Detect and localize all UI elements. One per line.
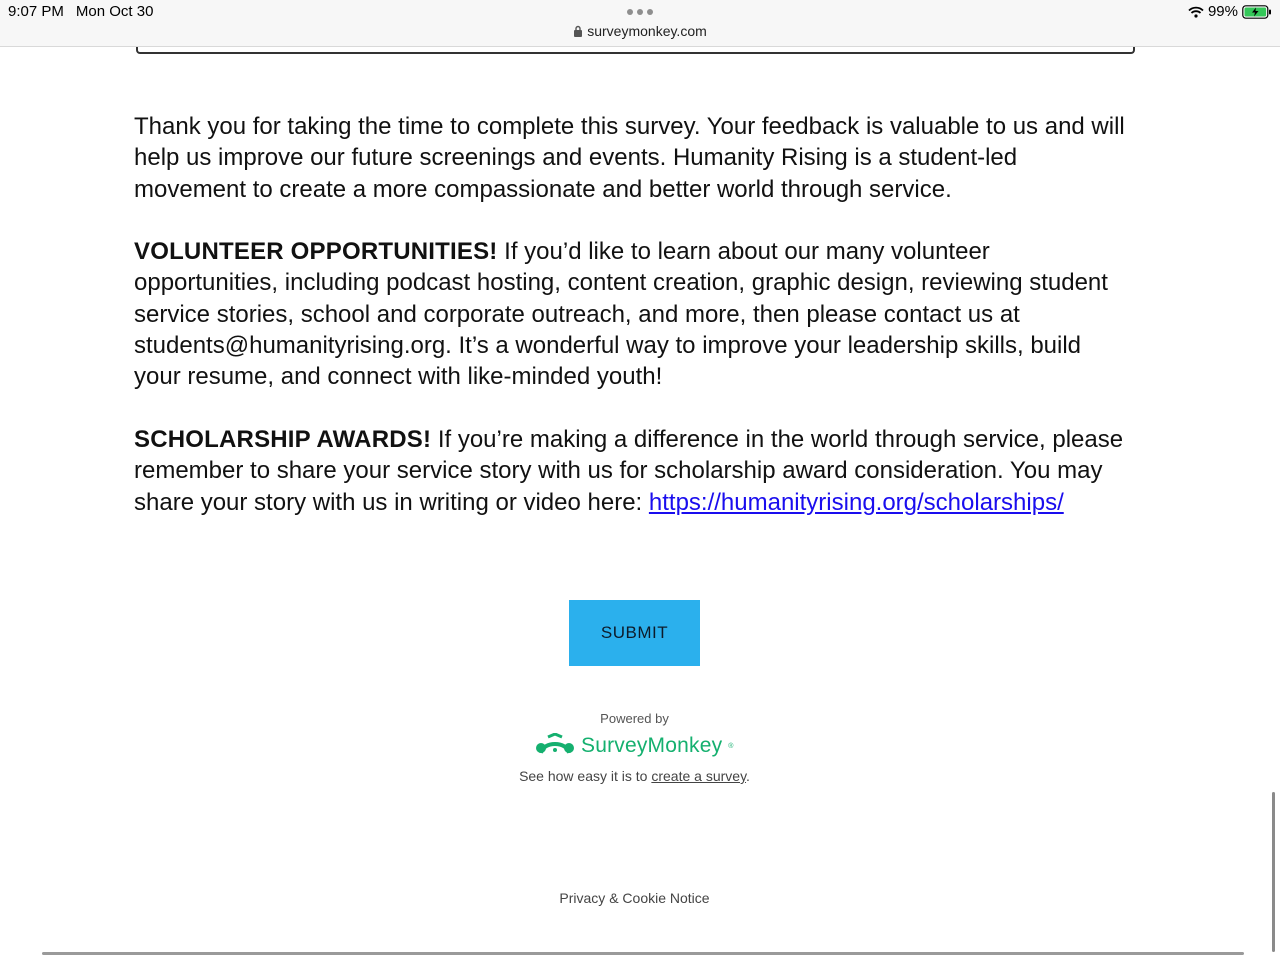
powered-by-label: Powered by xyxy=(600,711,669,726)
submit-button[interactable]: SUBMIT xyxy=(569,600,700,666)
vertical-scrollbar[interactable] xyxy=(1272,792,1275,952)
status-time-date xyxy=(8,3,153,20)
closing-message xyxy=(134,111,1134,549)
tagline-prefix: See how easy it is to xyxy=(519,768,652,784)
surveymonkey-logo[interactable] xyxy=(535,731,733,761)
status-indicators xyxy=(1188,3,1272,20)
registered-mark: ® xyxy=(728,742,734,750)
scholarship-paragraph xyxy=(134,424,1134,518)
surveymonkey-monkey-icon xyxy=(535,733,575,759)
tagline-suffix: . xyxy=(746,768,750,784)
volunteer-heading: VOLUNTEER OPPORTUNITIES! xyxy=(134,238,498,266)
intro-paragraph: Thank you for taking the time to complete this survey. Your feedback is valuable to us and will help us improve our future screenings and events. Humanity Rising is a student-led movement to create a more compassionate and better world through service. xyxy=(134,113,1125,203)
scholarship-text: If you’re making a difference in the world through service, please remember to share your service story with us for scholarship award consideration. You may share your story with us in writing or video here: xyxy=(134,425,1124,516)
volunteer-paragraph xyxy=(134,236,1134,392)
scholarship-heading: SCHOLARSHIP AWARDS! xyxy=(134,425,432,453)
surveymonkey-wordmark: SurveyMonkey xyxy=(581,734,723,757)
volunteer-text: If you’d like to learn about our many volunteer opportunities, including podcast hosting, content creation, graphic design, reviewing student service stories, school and corporate outreach, and more, then please contact us at students@humanityrising.org. It’s a wonderful way to improve your leadership skills, build your resume, and connect with like-minded youth! xyxy=(134,238,1108,391)
wifi-icon xyxy=(1188,6,1204,18)
address-bar[interactable] xyxy=(0,23,1280,39)
lock-icon xyxy=(573,25,583,37)
create-survey-link[interactable]: create a survey xyxy=(651,768,747,784)
battery-percent: 99% xyxy=(1207,3,1238,20)
status-time: 9:07 PM xyxy=(8,3,64,20)
scholarship-link[interactable]: https://humanityrising.org/scholarships/ xyxy=(648,488,1064,516)
multitasking-dots-icon[interactable] xyxy=(627,9,653,15)
create-survey-tagline xyxy=(0,768,1269,784)
horizontal-scrollbar[interactable] xyxy=(42,952,1244,955)
status-date: Mon Oct 30 xyxy=(75,3,154,20)
url-text: surveymonkey.com xyxy=(587,23,707,39)
privacy-cookie-notice-link[interactable]: Privacy & Cookie Notice xyxy=(559,890,710,906)
status-bar xyxy=(0,0,1280,47)
battery-charging-icon xyxy=(1242,5,1272,19)
